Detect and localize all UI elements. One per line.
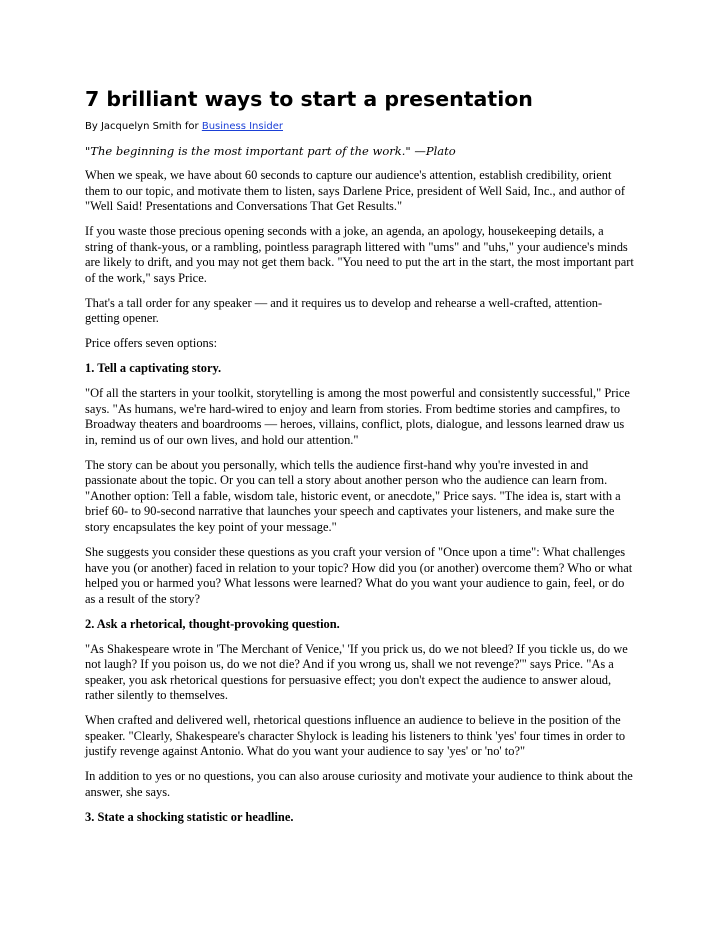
article-title: 7 brilliant ways to start a presentation: [85, 87, 533, 111]
section-heading-1: 1. Tell a captivating story.: [85, 361, 222, 376]
paragraph-8: "As Shakespeare wrote in 'The Merchant of Venice,' 'If you prick us, do we not bleed? If you tickle us, do we not laugh? If you poison us, do we not die? And if you wrong us, shall we not revenge?'" says Price. "As a speaker, you ask rhetorical questions for persuasive effect; you don't expect the audience to answer aloud, rather silently to themselves.: [85, 641, 628, 703]
paragraph-6: The story can be about you personally, which tells the audience first-hand why you're invested in and passionate about the topic. Or you can tell a story about another person who the audience can learn from. "Another option: Tell a fable, wisdom tale, historic event, or anecdote," Price says. "The idea is, start with a brief 60- to 90-second narrative that launches your speech and captivates your listeners, and make sure the story encapsulates the key point of your message.": [85, 457, 621, 535]
section-heading-2: 2. Ask a rhetorical, thought-provoking question.: [85, 616, 340, 631]
paragraph-2: If you waste those precious opening seconds with a joke, an agenda, an apology, housekeeping details, a string of thank-yous, or a rambling, pointless paragraph littered with "ums" and "uhs," your audience's minds are likely to drift, and you may not get them back. "You need to put the art in the start, the most important part of the work," says Price.: [85, 224, 634, 285]
byline: [85, 120, 635, 134]
section-heading-3: 3. State a shocking statistic or headline.: [85, 809, 294, 824]
paragraph-1: When we speak, we have about 60 seconds to capture our audience's attention, establish credibility, orient them to our topic, and motivate them to listen, says Darlene Price, president of Well Said, Inc., and author of "Well Said! Presentations and Conversations That Get Results.": [85, 168, 626, 214]
business-insider-link[interactable]: Business Insider: [201, 121, 283, 132]
opening-quote: "The beginning is the most important part of the work." —Plato: [85, 144, 456, 158]
paragraph-7: She suggests you consider these questions as you craft your version of "Once upon a time": What challenges have you (or another) faced in relation to your topic? How did you (or another) overcome them? Who or what helped you or harmed you? What lessons were learned? What do you want your audience to gain, feel, or do as a result of the story?: [85, 544, 633, 606]
paragraph-3: That's a tall order for any speaker — and it requires us to develop and rehearse a well-crafted, attention-getting opener.: [85, 295, 603, 326]
paragraph-9: When crafted and delivered well, rhetorical questions influence an audience to believe in the position of the speaker. "Clearly, Shakespeare's character Shylock is leading his listeners to think 'yes' four times in order to justify revenge against Antonio. What do you want your audience to say 'yes' or 'no' to?": [85, 713, 626, 759]
paragraph-5: "Of all the starters in your toolkit, storytelling is among the most powerful and consistently successful," Price says. "As humans, we're hard-wired to enjoy and learn from stories. From bedtime stories and campfires, to Broadway theaters and boardrooms — heroes, villains, conflict, plots, dialogue, and lessons learned draw us in, remind us of our own lives, and hold our attention.": [85, 386, 630, 447]
paragraph-4: Price offers seven options:: [85, 336, 218, 351]
paragraph-10: In addition to yes or no questions, you can also arouse curiosity and motivate your audience to think about the answer, she says.: [85, 769, 633, 799]
article: [85, 86, 635, 835]
byline-prefix: By Jacquelyn Smith for: [85, 121, 202, 132]
